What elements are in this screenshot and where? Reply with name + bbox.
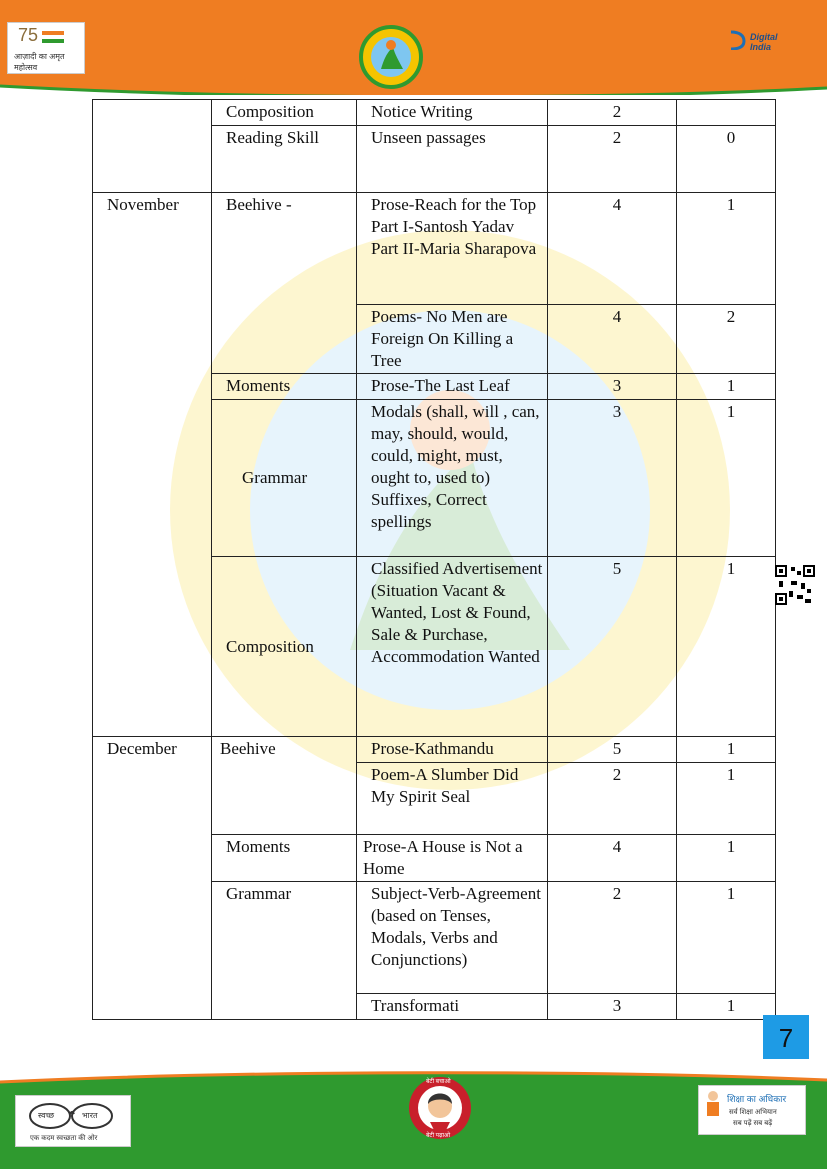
table-row <box>93 100 776 126</box>
azadi-logo-text: आज़ादी का अमृत महोत्सव <box>14 52 65 72</box>
azadi-ka-amrit-mahotsav-logo <box>7 22 85 74</box>
haryana-vidyalaya-shiksha-board-emblem <box>359 25 423 89</box>
topic-cell: Poems- No Men are Foreign On Killing a Tree <box>357 305 548 374</box>
tests-cell: 1 <box>677 374 776 400</box>
tests-cell: 1 <box>677 882 776 994</box>
periods-cell: 4 <box>548 835 677 882</box>
qr-code[interactable] <box>775 565 815 605</box>
digital-india-icon <box>728 30 746 50</box>
table-row <box>93 193 776 305</box>
periods-cell: 2 <box>548 882 677 994</box>
book-cell: Grammar <box>212 400 357 557</box>
periods-cell: 5 <box>548 557 677 737</box>
shiksha-title: शिक्षा का अधिकार <box>727 1094 787 1104</box>
azadi-number: 75 <box>18 25 39 45</box>
swachh-text: स्वच्छ <box>38 1111 55 1120</box>
tests-cell: 1 <box>677 400 776 557</box>
periods-cell: 3 <box>548 994 677 1020</box>
beti-padhao-text: बेटी पढ़ाओ <box>426 1133 451 1139</box>
shiksha-sub2: सब पढ़ें सब बढ़ें <box>733 1120 773 1127</box>
topic-cell: Modals (shall, will , can, may, should, would, could, might, must, ought to, used to) Suffixes, Correct spellings <box>357 400 548 557</box>
topic-cell: Poem-A Slumber Did My Spirit Seal <box>357 763 548 835</box>
periods-cell: 4 <box>548 193 677 305</box>
periods-cell: 4 <box>548 305 677 374</box>
periods-cell: 2 <box>548 100 677 126</box>
periods-cell: 3 <box>548 374 677 400</box>
swachh-bharat-logo <box>15 1095 131 1147</box>
table-row <box>93 737 776 763</box>
periods-cell: 2 <box>548 763 677 835</box>
digital-india-logo <box>728 28 798 54</box>
tests-cell: 1 <box>677 557 776 737</box>
periods-cell: 5 <box>548 737 677 763</box>
beti-bachao-text: बेटी बचाओ <box>426 1079 451 1085</box>
right-to-education-logo <box>698 1085 806 1135</box>
book-cell: Beehive <box>212 737 357 835</box>
topic-cell: Prose-Kathmandu <box>357 737 548 763</box>
topic-cell: Transformati <box>357 994 548 1020</box>
topic-cell: Prose-The Last Leaf <box>357 374 548 400</box>
page-number: 7 <box>763 1015 809 1059</box>
spectacles-icon <box>22 1100 122 1130</box>
periods-cell: 3 <box>548 400 677 557</box>
book-cell: Reading Skill <box>212 126 357 193</box>
beti-bachao-beti-padhao-logo <box>408 1076 472 1140</box>
shiksha-sub1: सर्व शिक्षा अभियान <box>729 1109 777 1116</box>
topic-cell: Prose-A House is Not a Home <box>357 835 548 882</box>
syllabus-table <box>92 99 776 1020</box>
month-cell: December <box>93 737 212 1020</box>
tests-cell: 2 <box>677 305 776 374</box>
tests-cell: 1 <box>677 193 776 305</box>
book-cell: Moments <box>212 374 357 400</box>
tests-cell <box>677 100 776 126</box>
month-cell: November <box>93 193 212 737</box>
tests-cell: 1 <box>677 763 776 835</box>
children-reading-icon <box>703 1090 723 1120</box>
tests-cell: 1 <box>677 994 776 1020</box>
topic-cell: Unseen passages <box>357 126 548 193</box>
tests-cell: 1 <box>677 835 776 882</box>
tests-cell: 1 <box>677 737 776 763</box>
flag-icon <box>42 31 64 43</box>
book-cell: Composition <box>212 100 357 126</box>
topic-cell: Notice Writing <box>357 100 548 126</box>
book-cell: Beehive - <box>212 193 357 374</box>
book-cell: Grammar <box>212 882 357 1020</box>
topic-cell: Prose-Reach for the Top Part I-Santosh Yadav Part II-Maria Sharapova <box>357 193 548 305</box>
book-cell: Composition <box>212 557 357 737</box>
periods-cell: 2 <box>548 126 677 193</box>
tests-cell: 0 <box>677 126 776 193</box>
topic-cell: Subject-Verb-Agreement (based on Tenses, Modals, Verbs and Conjunctions) <box>357 882 548 994</box>
book-cell: Moments <box>212 835 357 882</box>
month-cell <box>93 100 212 193</box>
swachh-tagline: एक कदम स्वच्छता की ओर <box>30 1135 98 1142</box>
bharat-text: भारत <box>82 1111 98 1120</box>
topic-cell: Classified Advertisement (Situation Vacant & Wanted, Lost & Found, Sale & Purchase, Accommodation Wanted <box>357 557 548 737</box>
digital-india-text: Digital India <box>750 32 778 52</box>
